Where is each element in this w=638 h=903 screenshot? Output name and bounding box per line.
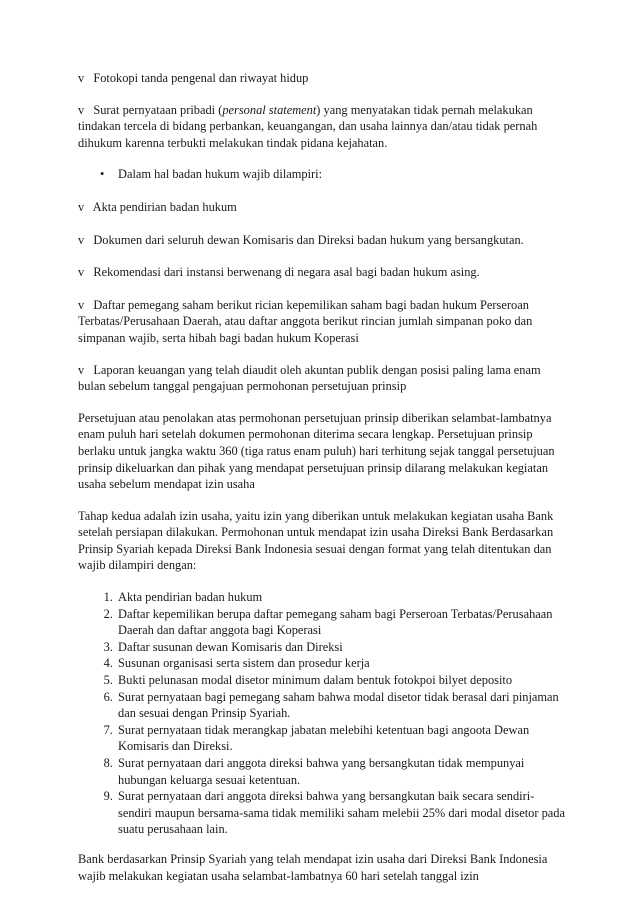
- paragraph-tahap-kedua: Tahap kedua adalah izin usaha, yaitu izin yang diberikan untuk melakukan kegiatan usaha Bank setelah persiapan dilakukan. Permohonan untuk mendapat izin usaha Direksi Bank Berdasarkan Prinsip Syariah kepada Direksi Bank Indonesia sesuai dengan format yang telah ditentukan dan wajib dilampiri dengan:: [78, 508, 554, 573]
- list-item: 8. Surat pernyataan dari anggota direksi bahwa yang bersangkutan tidak mempunyai hubungan keluarga sesuai ketentuan.: [116, 755, 566, 788]
- requirement-item: [78, 70, 566, 87]
- check-mark: v: [78, 102, 85, 117]
- check-mark: v: [78, 297, 85, 312]
- list-item: 6. Surat pernyataan bagi pemegang saham bahwa modal disetor tidak berasal dari pinjaman dan sesuai dengan Prinsip Syariah.: [116, 689, 566, 722]
- requirement-text: Rekomendasi dari instansi berwenang di negara asal bagi badan hukum asing.: [93, 265, 480, 280]
- list-item: 5. Bukti pelunasan modal disetor minimum dalam bentuk fotokpoi bilyet deposito: [116, 672, 566, 689]
- bullet-text: Dalam hal badan hukum wajib dilampiri:: [118, 167, 323, 182]
- document-page: [78, 70, 566, 899]
- requirement-text: Fotokopi tanda pengenal dan riwayat hidup: [93, 71, 309, 85]
- requirement-text: ) yang menyatakan tidak pernah melakukan tindakan tercela di bidang perbankan, keuangangan, dan usaha lainnya dan/atau tidak pernah dihukum karenna terbukti melakukan tindak pidana kejahatan.: [78, 102, 538, 150]
- paragraph-bank: Bank berdasarkan Prinsip Syariah yang telah mendapat izin usaha dari Direksi Bank Indonesia wajib melakukan kegiatan usaha selambat-lambatnya 60 hari setelah tanggal izin: [78, 851, 548, 883]
- check-mark: v: [78, 232, 85, 247]
- check-mark: v: [78, 199, 85, 214]
- requirement-text: Dokumen dari seluruh dewan Komisaris dan Direksi badan hukum yang bersangkutan.: [93, 232, 524, 247]
- requirement-item: [78, 362, 566, 395]
- list-item: 1. Akta pendirian badan hukum: [116, 589, 566, 606]
- requirement-item: [78, 297, 566, 347]
- list-item: 2. Daftar kepemilikan berupa daftar pemegang saham bagi Perseroan Terbatas/Perusahaan Daerah dan daftar anggota bagi Koperasi: [116, 606, 566, 639]
- check-mark: v: [78, 362, 85, 377]
- check-mark: v: [78, 265, 85, 280]
- requirement-text: Surat pernyataan pribadi (: [93, 102, 223, 117]
- list-item: 9. Surat pernyataan dari anggota direksi bahwa yang bersangkutan baik secara sendiri-sendiri maupun bersama-sama tidak memiliki saham melebii 25% dari modal disetor pada suatu perusahaan lain.: [116, 788, 566, 838]
- requirement-item: [78, 102, 566, 152]
- bullet-icon: •: [100, 167, 105, 182]
- bullet-item: [100, 166, 566, 183]
- numbered-list: [78, 589, 566, 838]
- requirement-item: [78, 199, 566, 216]
- list-item: 7. Surat pernyataan tidak merangkap jabatan melebihi ketentuan bagi angoota Dewan Komisaris dan Direksi.: [116, 722, 566, 755]
- list-item: 3. Daftar susunan dewan Komisaris dan Direksi: [116, 639, 566, 656]
- emphasis-text: personal statement: [222, 102, 317, 117]
- requirement-text: Daftar pemegang saham berikut rician kepemilikan saham bagi badan hukum Perseroan Terbatas/Perusahaan Daerah, atau daftar anggota berikut rincian jumlah simpanan poko dan simpanan wajib, serta hibah bagi badan hukum Koperasi: [78, 297, 533, 345]
- requirement-text: Laporan keuangan yang telah diaudit oleh akuntan publik dengan posisi paling lama enam bulan sebelum tanggal pengajuan permohonan persetujuan prinsip: [78, 362, 541, 394]
- requirement-item: [78, 232, 566, 249]
- requirement-text: Akta pendirian badan hukum: [92, 199, 237, 214]
- requirement-item: [78, 264, 566, 281]
- paragraph-persetujuan: Persetujuan atau penolakan atas permohonan persetujuan prinsip diberikan selambat-lambatnya enam puluh hari setelah dokumen permohonan diterima secara lengkap. Persetujuan prinsip berlaku untuk jangka waktu 360 (tiga ratus enam puluh) hari terhitung sejak tanggal persetujuan prinsip dikeluarkan dan pihak yang mendapat persetujuan prinsip dilarang melakukan kegiatan usaha sebelum mendapat izin usaha: [78, 410, 555, 492]
- list-item: 4. Susunan organisasi serta sistem dan prosedur kerja: [116, 655, 566, 672]
- check-mark: v: [78, 71, 85, 85]
